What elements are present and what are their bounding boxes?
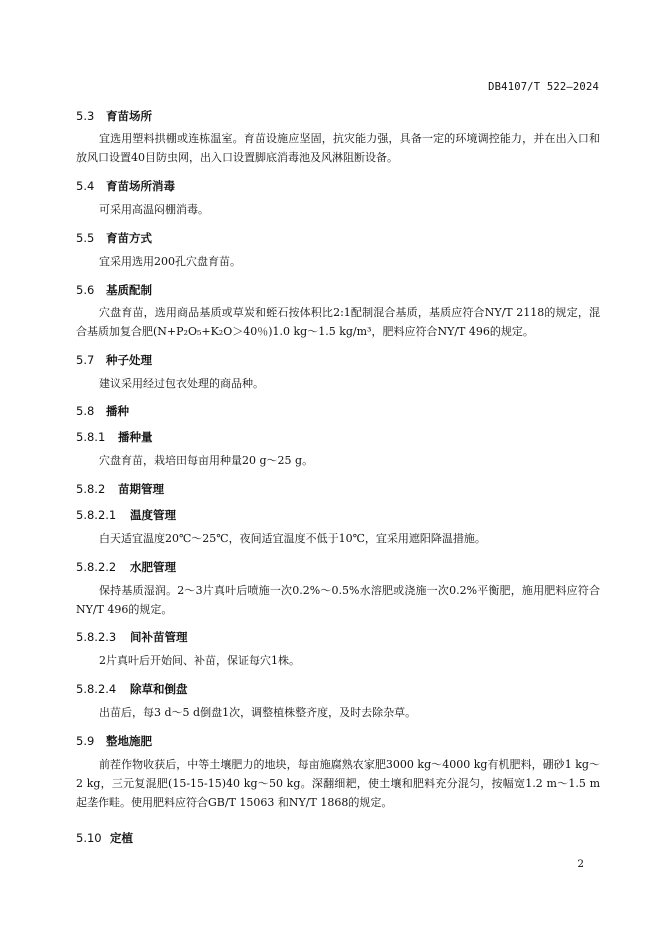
section-title: 育苗场所 bbox=[106, 109, 152, 123]
section-heading-5-8-1 bbox=[76, 429, 153, 445]
page-number: 2 bbox=[577, 858, 584, 870]
section-number: 5.7 bbox=[76, 353, 95, 367]
section-number: 5.8 bbox=[76, 404, 95, 418]
section-title: 种子处理 bbox=[106, 353, 152, 367]
section-heading-5-8 bbox=[76, 403, 129, 419]
section-heading-5-6 bbox=[76, 282, 152, 298]
section-number: 5.5 bbox=[76, 231, 95, 245]
paragraph: 白天适宜温度20℃～25℃，夜间适宜温度不低于10℃，宜采用遮阳降温措施。 bbox=[99, 532, 486, 545]
paragraph: 穴盘育苗，栽培田每亩用种量20 g～25 g。 bbox=[99, 454, 314, 467]
section-title: 育苗方式 bbox=[106, 231, 152, 245]
section-number: 5.8.2.2 bbox=[76, 560, 117, 574]
section-heading-5-4 bbox=[76, 178, 175, 194]
section-number: 5.8.2 bbox=[76, 482, 106, 496]
section-title: 间补苗管理 bbox=[130, 630, 188, 644]
section-heading-5-3 bbox=[76, 108, 152, 124]
section-number: 5.8.2.4 bbox=[76, 682, 117, 696]
section-heading-5-8-2-1 bbox=[76, 507, 176, 523]
paragraph: 2片真叶后开始间、补苗，保证每穴1株。 bbox=[99, 654, 300, 667]
section-number: 5.8.2.1 bbox=[76, 508, 117, 522]
section-title: 水肥管理 bbox=[130, 560, 176, 574]
section-heading-5-7 bbox=[76, 352, 152, 368]
section-heading-5-8-2-3 bbox=[76, 629, 188, 645]
section-title: 基质配制 bbox=[106, 283, 152, 297]
section-number: 5.8.2.3 bbox=[76, 630, 117, 644]
paragraph: 宜选用塑料拱棚或连栋温室。育苗设施应坚固，抗灾能力强，具备一定的环境调控能力，并在出入口和放风口设置40目防虫网，出入口设置脚底消毒池及风淋阻断设备。 bbox=[76, 132, 600, 164]
paragraph: 出苗后，每3 d～5 d倒盘1次，调整植株整齐度，及时去除杂草。 bbox=[99, 706, 417, 719]
section-title: 育苗场所消毒 bbox=[106, 179, 175, 193]
document-code: DB4107/T 522—2024 bbox=[488, 81, 599, 93]
paragraph: 保持基质湿润。2～3片真叶后喷施一次0.2%～0.5%水溶肥或浇施一次0.2%平衡肥，施用肥料应符合NY/T 496的规定。 bbox=[76, 584, 600, 616]
section-title: 播种量 bbox=[118, 430, 153, 444]
paragraph: 建议采用经过包衣处理的商品种。 bbox=[99, 377, 264, 390]
section-number: 5.3 bbox=[76, 109, 95, 123]
paragraph: 前茬作物收获后，中等土壤肥力的地块，每亩施腐熟农家肥3000 kg～4000 kg有机肥料，硼砂1 kg～2 kg，三元复混肥(15-15-15)40 kg～50 kg。深翻细耙，使土壤和肥料充分混匀，按幅宽1.2 m～1.5 m起垄作畦。使用肥料应符合GB/T 15063 和NY/T 1868的规定。 bbox=[76, 758, 600, 809]
section-number: 5.10 bbox=[76, 831, 102, 845]
section-number: 5.8.1 bbox=[76, 430, 106, 444]
section-heading-5-8-2-4 bbox=[76, 681, 188, 697]
section-number: 5.6 bbox=[76, 283, 95, 297]
section-number: 5.4 bbox=[76, 179, 95, 193]
section-title: 苗期管理 bbox=[118, 482, 164, 496]
section-number: 5.9 bbox=[76, 734, 95, 748]
paragraph: 宜采用选用200孔穴盘育苗。 bbox=[99, 255, 241, 268]
section-title: 温度管理 bbox=[130, 508, 176, 522]
section-title: 除草和倒盘 bbox=[130, 682, 188, 696]
section-heading-5-8-2 bbox=[76, 481, 164, 497]
section-heading-5-9 bbox=[76, 733, 152, 749]
section-heading-5-8-2-2 bbox=[76, 559, 176, 575]
section-title: 播种 bbox=[106, 404, 129, 418]
paragraph: 穴盘育苗，选用商品基质或草炭和蛭石按体积比2:1配制混合基质，基质应符合NY/T 2118的规定，混合基质加复合肥(N+P₂O₅+K₂O＞40％)1.0 kg～1.5 kg/m³，肥料应符合NY/T 496的规定。 bbox=[76, 306, 600, 338]
section-heading-5-10 bbox=[76, 830, 133, 846]
paragraph: 可采用高温闷棚消毒。 bbox=[99, 203, 209, 216]
section-heading-5-5 bbox=[76, 230, 152, 246]
section-title: 定植 bbox=[110, 831, 133, 845]
section-title: 整地施肥 bbox=[106, 734, 152, 748]
